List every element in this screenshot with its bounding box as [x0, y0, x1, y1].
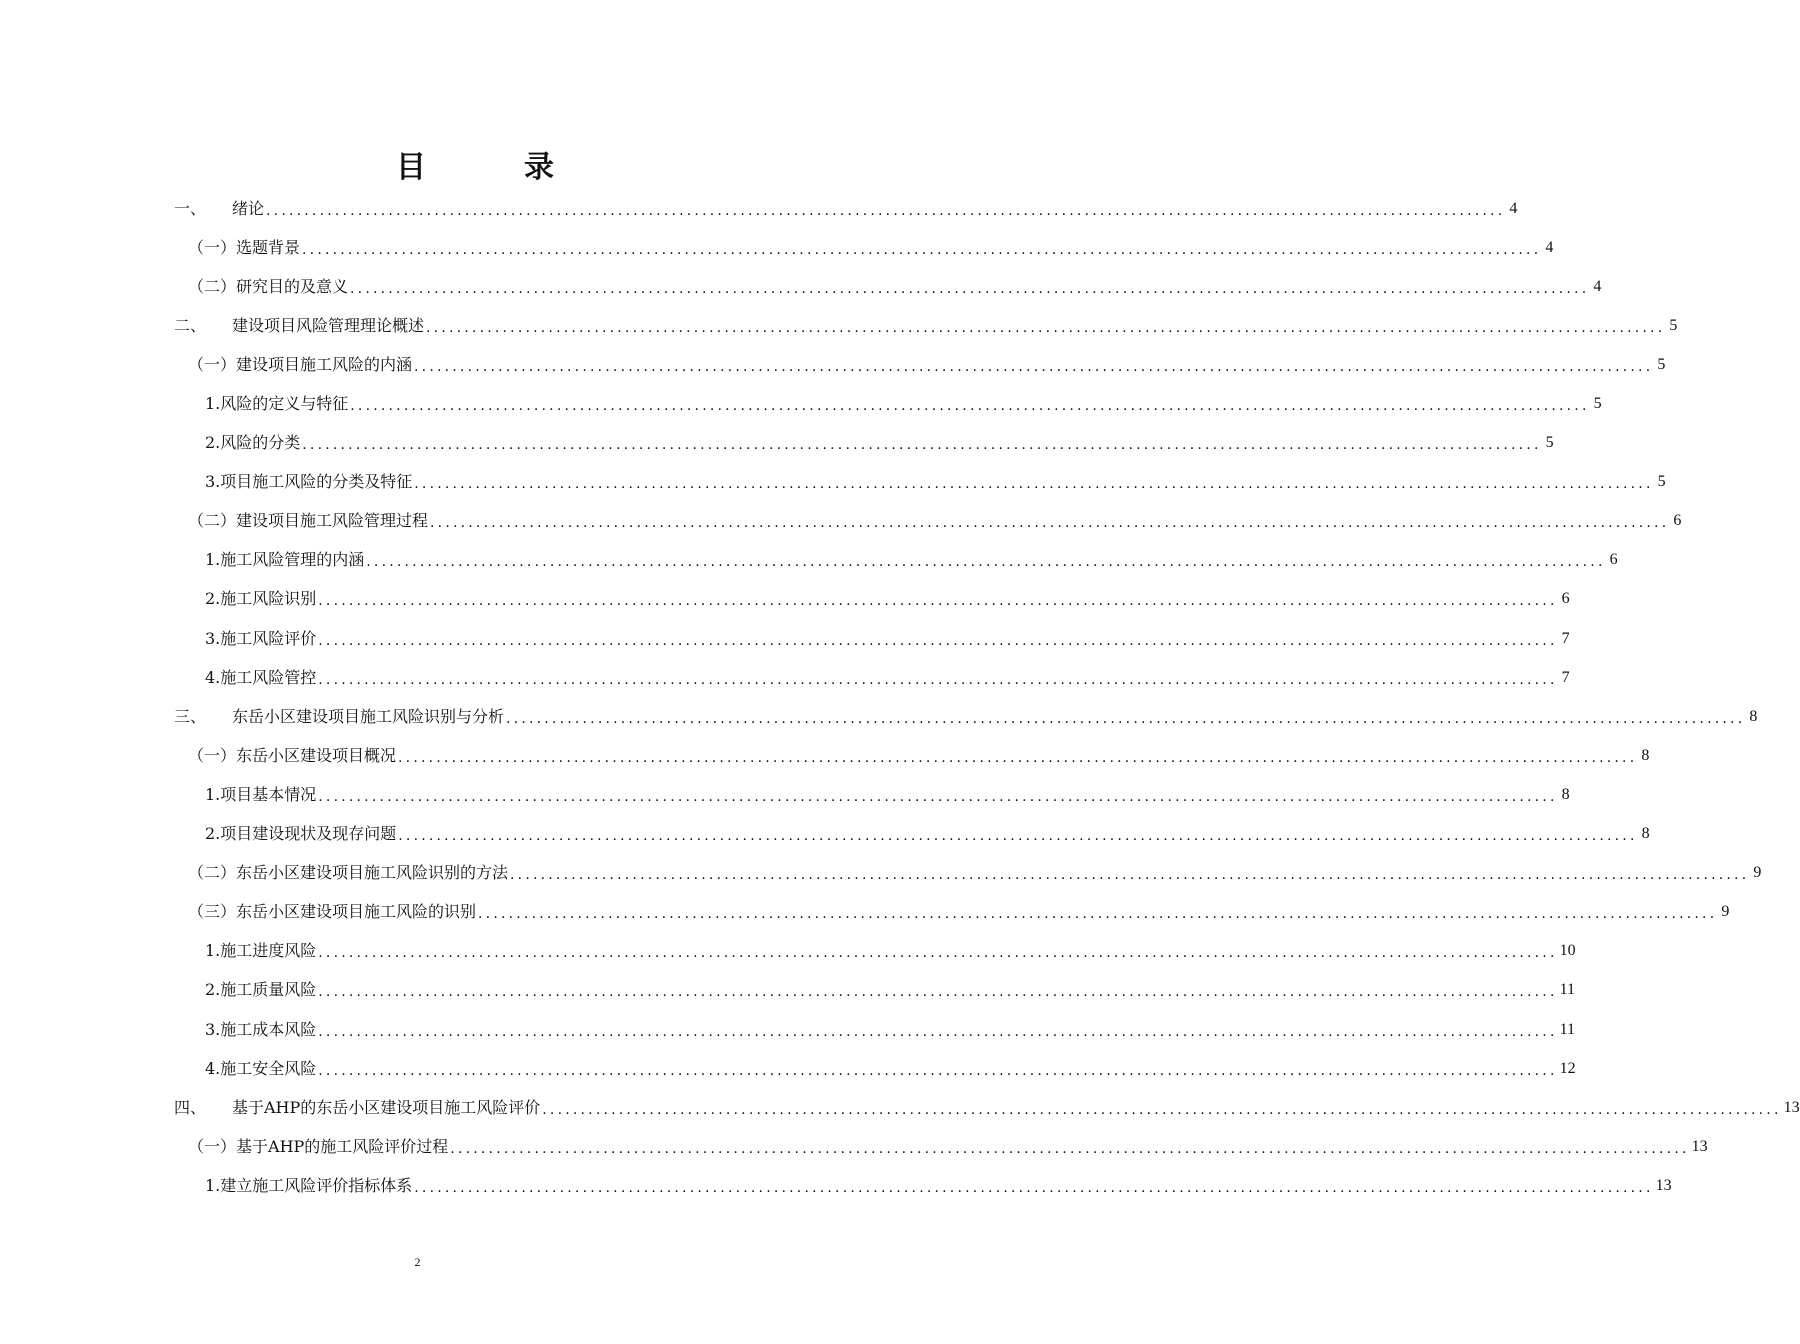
toc-entry-page-number: 11 [1559, 981, 1576, 999]
toc-dot-leader: .................................................................................................................................................................. [318, 593, 1558, 610]
toc-entry-page-number: 5 [1545, 434, 1554, 452]
toc-entry-label [205, 471, 412, 493]
toc-entry-number: 4. [205, 1058, 221, 1078]
toc-entry-number: （二） [188, 511, 237, 531]
toc-entry-title: 施工质量风险 [220, 980, 317, 1000]
toc-entry-page-number: 8 [1641, 746, 1650, 764]
toc-entry-label [205, 1058, 316, 1080]
toc-dot-leader: .................................................................................................................................................................. [318, 632, 1558, 649]
toc-dot-leader: .................................................................................................................................................................. [366, 554, 1606, 571]
toc-dot-leader: .................................................................................................................................................................. [350, 280, 1590, 297]
toc-dot-leader: .................................................................................................................................................................. [318, 945, 1558, 962]
toc-entry[interactable] [0, 580, 1570, 619]
toc-dot-leader: .................................................................................................................................................................. [510, 867, 1750, 884]
toc-entry-title: 东岳小区建设项目施工风险识别的方法 [236, 863, 509, 883]
footer-page-number: 2 [414, 1255, 421, 1269]
toc-entry-page-number: 8 [1561, 785, 1570, 803]
toc-dot-leader: .................................................................................................................................................................. [302, 241, 1542, 258]
toc-entry-title: 东岳小区建设项目概况 [236, 745, 397, 765]
toc-dot-leader: .................................................................................................................................................................. [414, 476, 1654, 493]
toc-dot-leader: .................................................................................................................................................................. [318, 984, 1558, 1001]
toc-entry[interactable] [0, 1049, 1576, 1088]
toc-dot-leader: .................................................................................................................................................................. [414, 1179, 1654, 1196]
toc-entry-page-number: 8 [1641, 825, 1650, 843]
toc-entry-page-number: 8 [1749, 707, 1758, 725]
table-of-contents [0, 189, 1800, 1205]
toc-entry-page-number: 7 [1561, 629, 1570, 647]
toc-entry-title: 东岳小区建设项目施工风险的识别 [236, 902, 477, 922]
toc-entry-page-number: 6 [1673, 512, 1682, 530]
toc-entry-label [205, 784, 316, 806]
toc-entry-page-number: 4 [1593, 277, 1602, 295]
toc-entry[interactable] [0, 932, 1576, 971]
toc-dot-leader: .................................................................................................................................................................. [302, 437, 1542, 454]
toc-entry[interactable] [0, 1088, 1800, 1127]
toc-entry-number: 1. [205, 1175, 221, 1195]
toc-entry-number: 3. [205, 472, 221, 492]
toc-entry-title: 建设项目风险管理理论概述 [232, 315, 425, 335]
toc-entry-label [174, 198, 264, 220]
toc-dot-leader: .................................................................................................................................................................. [266, 202, 1506, 219]
toc-entry-page-number: 5 [1593, 395, 1602, 413]
toc-entry-page-number: 5 [1657, 355, 1666, 373]
toc-entry-title: 风险的分类 [220, 433, 301, 453]
toc-entry-page-number: 6 [1561, 590, 1570, 608]
toc-entry[interactable] [0, 854, 1762, 893]
toc-entry-page-number: 13 [1783, 1098, 1800, 1116]
toc-entry-label [188, 745, 396, 767]
toc-entry-title: 基于AHP的东岳小区建设项目施工风险评价 [232, 1097, 541, 1117]
toc-entry[interactable] [0, 267, 1602, 306]
toc-entry-number: （一） [188, 237, 237, 257]
toc-entry-label [205, 549, 364, 571]
toc-entry-label [205, 1175, 412, 1197]
toc-entry-number: 2. [205, 824, 221, 844]
toc-entry-label [205, 432, 300, 454]
toc-dot-leader: .................................................................................................................................................................. [318, 1023, 1558, 1040]
toc-entry-page-number: 5 [1657, 473, 1666, 491]
toc-entry-label [174, 706, 504, 728]
toc-dot-leader: .................................................................................................................................................................. [318, 671, 1558, 688]
toc-entry[interactable] [0, 1010, 1576, 1049]
toc-entry-number: （二） [188, 863, 237, 883]
toc-dot-leader: .................................................................................................................................................................. [430, 515, 1670, 532]
toc-entry-title: 项目基本情况 [220, 784, 317, 804]
toc-entry-number: （三） [188, 902, 237, 922]
toc-title: 目 录 [396, 150, 588, 185]
toc-entry-page-number: 7 [1561, 668, 1570, 686]
toc-entry-page-number: 11 [1559, 1020, 1576, 1038]
toc-entry-title: 建设项目施工风险的内涵 [236, 354, 413, 374]
toc-entry-label [188, 1136, 448, 1158]
toc-entry-label [205, 667, 316, 689]
toc-entry[interactable] [0, 697, 1758, 736]
toc-entry-title: 施工成本风险 [220, 1019, 317, 1039]
toc-entry-label [188, 354, 412, 376]
toc-dot-leader: .................................................................................................................................................................. [506, 710, 1746, 727]
toc-entry-title: 施工进度风险 [220, 941, 317, 961]
toc-dot-leader: .................................................................................................................................................................. [450, 1140, 1690, 1157]
toc-entry-number: （二） [188, 276, 237, 296]
toc-entry-number: 3. [205, 628, 221, 648]
toc-entry-number: 三、 [174, 706, 207, 726]
toc-entry-label [188, 510, 428, 532]
toc-entry-title: 施工安全风险 [220, 1058, 317, 1078]
toc-entry-title: 建设项目施工风险管理过程 [236, 511, 429, 531]
toc-entry-number: 1. [205, 394, 221, 414]
toc-entry[interactable] [0, 228, 1554, 267]
toc-dot-leader: .................................................................................................................................................................. [350, 398, 1590, 415]
toc-entry-number: 1. [205, 784, 221, 804]
toc-dot-leader: .................................................................................................................................................................. [542, 1101, 1782, 1118]
toc-entry-label [188, 237, 300, 259]
toc-entry-label [188, 901, 476, 923]
toc-entry-label [205, 393, 348, 415]
toc-entry-number: 2. [205, 589, 221, 609]
toc-entry[interactable] [0, 1166, 1672, 1205]
toc-dot-leader: .................................................................................................................................................................. [398, 828, 1638, 845]
toc-dot-leader: .................................................................................................................................................................. [478, 906, 1718, 923]
toc-dot-leader: .................................................................................................................................................................. [318, 788, 1558, 805]
toc-entry-title: 项目建设现状及现存问题 [220, 824, 397, 844]
toc-entry-title: 绪论 [232, 198, 265, 218]
toc-entry-page-number: 5 [1669, 316, 1678, 334]
toc-entry-page-number: 4 [1509, 199, 1518, 217]
toc-dot-leader: .................................................................................................................................................................. [426, 319, 1666, 336]
toc-entry[interactable] [0, 306, 1678, 345]
toc-entry-title: 施工风险管理的内涵 [220, 550, 365, 570]
toc-dot-leader: .................................................................................................................................................................. [318, 1062, 1558, 1079]
toc-entry-title: 施工风险评价 [220, 628, 317, 648]
toc-entry-number: 二、 [174, 315, 207, 335]
toc-entry[interactable] [0, 815, 1650, 854]
toc-entry-title: 东岳小区建设项目施工风险识别与分析 [232, 706, 505, 726]
toc-entry[interactable] [0, 502, 1682, 541]
toc-entry-page-number: 9 [1753, 864, 1762, 882]
toc-dot-leader: .................................................................................................................................................................. [398, 749, 1638, 766]
toc-entry[interactable] [0, 971, 1576, 1010]
toc-entry-number: 2. [205, 980, 221, 1000]
toc-entry-number: （一） [188, 745, 237, 765]
toc-entry-title: 项目施工风险的分类及特征 [220, 472, 413, 492]
toc-entry-page-number: 13 [1655, 1176, 1672, 1194]
toc-entry-number: 四、 [174, 1097, 207, 1117]
toc-entry[interactable] [0, 1127, 1708, 1166]
toc-entry-number: 一、 [174, 198, 207, 218]
toc-entry[interactable] [0, 384, 1602, 423]
toc-entry-page-number: 13 [1691, 1137, 1708, 1155]
toc-entry[interactable] [0, 893, 1730, 932]
toc-entry-label [205, 588, 316, 610]
toc-entry-label [205, 823, 396, 845]
toc-entry-label [174, 315, 424, 337]
toc-entry[interactable] [0, 541, 1618, 580]
toc-entry-number: （一） [188, 354, 237, 374]
toc-entry-label [205, 940, 316, 962]
toc-entry-label [205, 1019, 316, 1041]
toc-entry-title: 建立施工风险评价指标体系 [220, 1175, 413, 1195]
toc-entry-title: 风险的定义与特征 [220, 394, 349, 414]
toc-entry-label [205, 628, 316, 650]
toc-dot-leader: .................................................................................................................................................................. [414, 358, 1654, 375]
toc-entry-page-number: 6 [1609, 551, 1618, 569]
toc-entry-title: 基于AHP的施工风险评价过程 [236, 1136, 449, 1156]
toc-entry-number: （一） [188, 1136, 237, 1156]
toc-entry-title: 施工风险管控 [220, 667, 317, 687]
toc-entry-page-number: 12 [1559, 1059, 1576, 1077]
toc-entry[interactable] [0, 424, 1554, 463]
toc-entry-page-number: 4 [1545, 238, 1554, 256]
toc-entry[interactable] [0, 619, 1570, 658]
toc-entry-label [188, 276, 348, 298]
toc-entry[interactable] [0, 775, 1570, 814]
toc-entry-label [174, 1097, 540, 1119]
toc-entry[interactable] [0, 189, 1518, 228]
toc-entry[interactable] [0, 658, 1570, 697]
toc-entry-number: 1. [205, 550, 221, 570]
toc-entry-page-number: 10 [1559, 942, 1576, 960]
toc-entry[interactable] [0, 345, 1666, 384]
toc-entry-page-number: 9 [1721, 903, 1730, 921]
toc-entry-label [205, 979, 316, 1001]
toc-entry[interactable] [0, 736, 1650, 775]
toc-entry-title: 研究目的及意义 [236, 276, 349, 296]
toc-entry-title: 施工风险识别 [220, 589, 317, 609]
toc-entry-number: 3. [205, 1019, 221, 1039]
toc-entry-title: 选题背景 [236, 237, 301, 257]
toc-entry-number: 1. [205, 941, 221, 961]
toc-entry[interactable] [0, 463, 1666, 502]
toc-entry-number: 2. [205, 433, 221, 453]
toc-entry-label [188, 862, 508, 884]
toc-entry-number: 4. [205, 667, 221, 687]
